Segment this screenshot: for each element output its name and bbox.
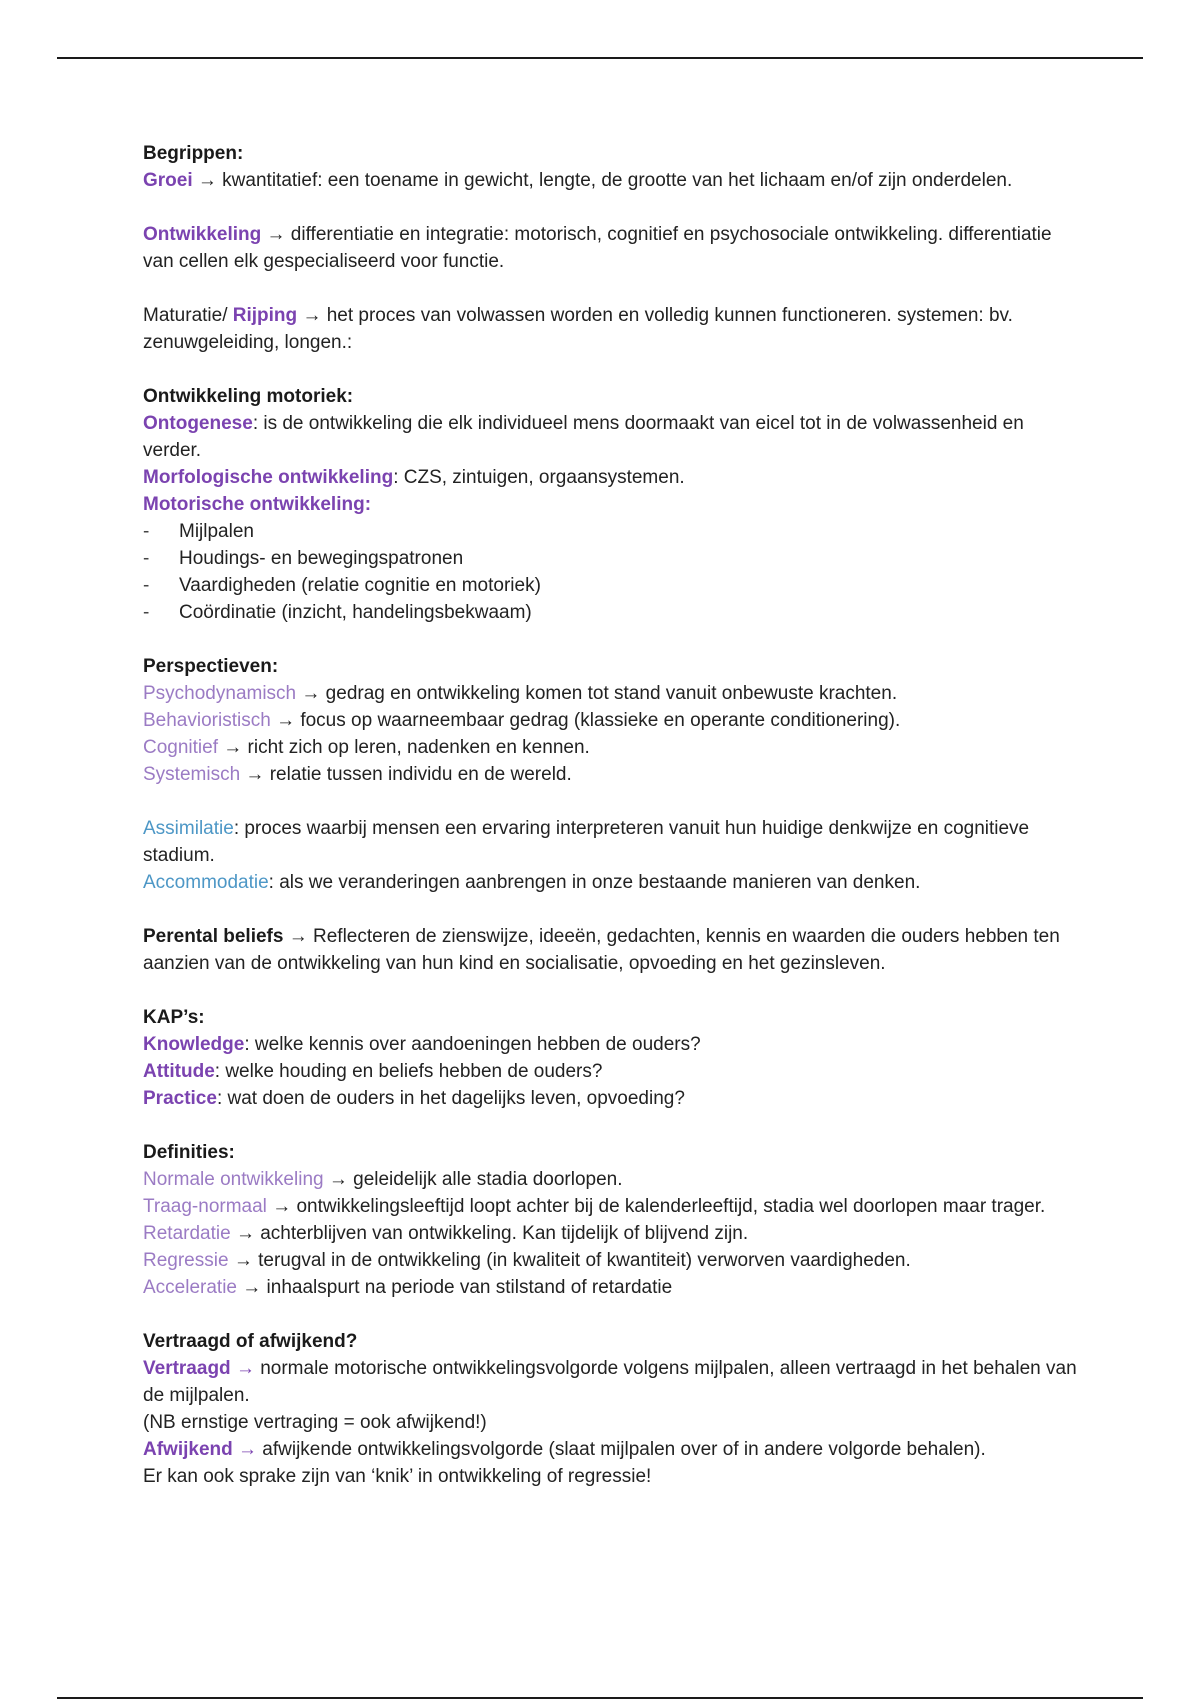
perspective-psychodynamisch: Psychodynamisch → gedrag en ontwikkeling komen tot stand vanuit onbewuste krachten. [143,683,898,704]
section-perspectieven [143,653,1083,788]
perspective-cognitief: Cognitief → richt zich op leren, nadenken en kennen. [143,737,590,758]
definition-groei: Groei → kwantitatief: een toename in gewicht, lengte, de grootte van het lichaam en/of zijn onderdelen. [143,170,1013,191]
footer-rule [57,1697,1143,1699]
arrow-icon: → [328,1169,348,1190]
section-heading: Begrippen: [143,143,244,164]
definition-motorisch [143,491,1083,518]
section-definities [143,1139,1083,1301]
section-vertraagd [143,1328,1083,1490]
closing-note: Er kan ook sprake zijn van ‘knik’ in ontwikkeling of regressie! [143,1466,652,1487]
arrow-icon: → [266,224,286,245]
section-heading: Perspectieven: [143,656,279,677]
definition-rijping: Maturatie/ Rijping → het proces van volwassen worden en volledig kunnen functioneren. systemen: bv. zenuwgeleiding, longen.: [143,305,1013,353]
definition-ontwikkeling: Ontwikkeling → differentiatie en integratie: motorisch, cognitief en psychosociale ontwikkeling. differentiatie van cellen elk gespecialiseerd voor functie. [143,224,1052,272]
arrow-icon: → [233,1250,253,1271]
section-heading: Ontwikkeling motoriek: [143,386,354,407]
section-motoriek [143,383,1083,626]
list-item: - Vaardigheden (relatie cognitie en motoriek) [143,572,1083,599]
definition-regressie: Regressie → terugval in de ontwikkeling (in kwaliteit of kwantiteit) verworven vaardigheden. [143,1250,911,1271]
definition-morfologisch: Morfologische ontwikkeling: CZS, zintuigen, orgaansystemen. [143,467,685,488]
list-item: - Coördinatie (inzicht, handelingsbekwaam) [143,599,1083,626]
arrow-icon: → [272,1196,292,1217]
term-ontogenese: Ontogenese [143,413,253,434]
list-item: - Mijlpalen [143,518,1083,545]
section-begrippen [143,140,1083,194]
arrow-icon: → [302,305,322,326]
definition-accommodatie: Accommodatie: als we veranderingen aanbrengen in onze bestaande manieren van denken. [143,872,921,893]
definition-afwijkend: Afwijkend → afwijkende ontwikkelingsvolgorde (slaat mijlpalen over of in andere volgorde behalen). [143,1439,986,1460]
term-rijping: Rijping [232,305,298,326]
term-motorisch: Motorische ontwikkeling: [143,494,372,515]
header-rule [57,57,1143,59]
note: (NB ernstige vertraging = ook afwijkend!) [143,1412,487,1433]
list-item: - Houdings- en bewegingspatronen [143,545,1083,572]
kap-practice: Practice: wat doen de ouders in het dagelijks leven, opvoeding? [143,1088,685,1109]
kap-attitude: Attitude: welke houding en beliefs hebben de ouders? [143,1061,603,1082]
section-heading: Definities: [143,1142,235,1163]
arrow-icon: → [242,1277,262,1298]
section-piaget [143,815,1083,896]
perspective-behavioristisch: Behavioristisch → focus op waarneembaar gedrag (klassieke en operante conditionering). [143,710,901,731]
definition-traag-normaal: Traag-normaal → ontwikkelingsleeftijd loopt achter bij de kalenderleeftijd, stadia wel doorlopen maar trager. [143,1196,1046,1217]
kap-knowledge: Knowledge: welke kennis over aandoeningen hebben de ouders? [143,1034,701,1055]
arrow-icon: → [288,926,308,947]
term-groei: Groei [143,170,193,191]
arrow-icon: → [245,764,265,785]
definition-ontogenese: Ontogenese: is de ontwikkeling die elk individueel mens doormaakt van eicel tot in de volwassenheid en verder. [143,413,1024,461]
arrow-icon: → [235,1358,255,1379]
section-ontwikkeling [143,221,1083,275]
definition-acceleratie: Acceleratie → inhaalspurt na periode van stilstand of retardatie [143,1277,673,1298]
section-beliefs [143,923,1083,977]
arrow-icon: → [276,710,296,731]
section-heading: KAP’s: [143,1007,205,1028]
definition-normale-ontwikkeling: Normale ontwikkeling → geleidelijk alle stadia doorlopen. [143,1169,623,1190]
section-heading: Vertraagd of afwijkend? [143,1331,358,1352]
term-morfologisch: Morfologische ontwikkeling [143,467,394,488]
arrow-icon: → [223,737,243,758]
section-kap [143,1004,1083,1112]
perspective-systemisch: Systemisch → relatie tussen individu en de wereld. [143,764,572,785]
milestone-list [143,518,1083,626]
definition-retardatie: Retardatie → achterblijven van ontwikkeling. Kan tijdelijk of blijvend zijn. [143,1223,749,1244]
arrow-icon: → [235,1223,255,1244]
definition-assimilatie: Assimilatie: proces waarbij mensen een ervaring interpreteren vanuit hun huidige denkwijze en cognitieve stadium. [143,818,1030,866]
term-ontwikkeling: Ontwikkeling [143,224,262,245]
definition-perental-beliefs: Perental beliefs → Reflecteren de zienswijze, ideeën, gedachten, kennis en waarden die ouders hebben ten aanzien van de ontwikkeling van hun kind en socialisatie, opvoeding en het gezinsleven. [143,926,1060,974]
document-body [143,140,1083,1517]
definition-vertraagd: Vertraagd → normale motorische ontwikkelingsvolgorde volgens mijlpalen, alleen vertraagd in het behalen van de mijlpalen. [143,1358,1077,1406]
arrow-icon: → [197,170,217,191]
section-rijping [143,302,1083,356]
arrow-icon: → [301,683,321,704]
arrow-icon: → [238,1439,258,1460]
